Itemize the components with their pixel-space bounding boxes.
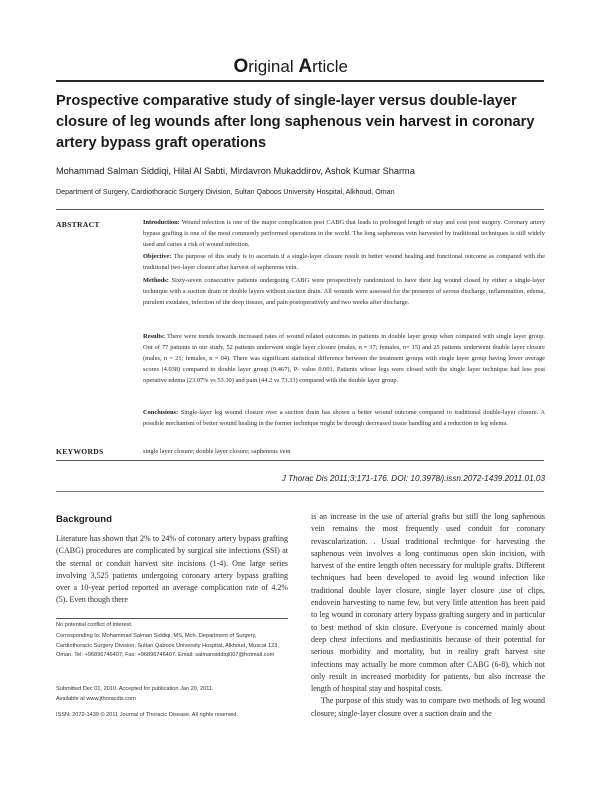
article-title: Prospective comparative study of single-layer versus double-layer closure of leg wounds after long saphenous vein harvest in coronary artery bypass graft operations (56, 93, 535, 151)
footnote-divider (56, 618, 288, 619)
objective-text: The purpose of this study is to ascertain if a single-layer closure result in better wound healing and functional outcome as compared with the traditional two-layer closure after harvest of saphenous vein. (143, 253, 545, 271)
keywords-label: KEYWORDS (56, 447, 104, 456)
body-paragraph: is an increase in the use of arterial grafts but still the long saphenous vein remains the most frequently used conduit for coronary revascularization. . Usual traditional technique for harvesting the saphenous vein involves a long continuous open skin incision, with harvest of the entire length often necessary for multiple grafts. Different techniques had been developed to avoid leg wound infection like traditional double layer closure, single layer closure ,use of clips, endovein harvesting to name few, but very little attention has been paid to leg wound in coronary artery bypass grafting surgery and in particular to best method of skin closure. Everyone is concerned mainly about deep chest infections and mediastinitis because of their potential for serious morbidity and mortality, but in reality graft harvest site infections may actually be more common after CABG (6-8), which not only result in increased morbidity for patients, but also increase the length of hospital stay and hospital costs. (311, 512, 545, 694)
abstract-introduction (143, 218, 545, 251)
footnote-corresponding: Corresponding to: Mohammad Salman Siddiqi, MS, Mch. Department of Surgery, Cardiothoracic Surgery Division, Sultan Qaboos University Hospital, Alkhoud, Muscat 123, Oman. Tel: +96896746407; Fax: +96896746407. Email: salmansiddiqi007@hotmail.com (56, 633, 279, 659)
body-paragraph: The purpose of this study was to compare two methods of leg wound closure; single-layer closure over a suction drain and the (311, 696, 545, 718)
footnote-submitted: Submitted Dec 01, 2010. Accepted for publication Jan 20, 2011. (56, 686, 214, 692)
footnote-available: Available at www.jthoracdis.com (56, 696, 136, 702)
affiliation: Department of Surgery, Cardiothoracic Surgery Division, Sultan Qaboos University Hospital, Alkhoud, Oman (56, 188, 395, 196)
body-paragraph: Literature has shown that 2% to 24% of coronary artery bypass grafting (CABG) procedures are complicated by surgical site infections (SSI) at the sternal or conduit harvest site incisions (1-4). One large series involving 3,525 patients undergoing coronary artery bypass grafting over a 10-year period reported an average complication rate of 4.2% (5). Even though there (56, 534, 288, 605)
citation: J Thorac Dis 2011;3:171-176. DOI: 10.3978/j.issn.2072-1439.2011.01.03 (281, 474, 545, 483)
conclusions-text: Single-layer leg wound closure over a suction drain has shown a better wound outcome compared to traditional double-layer closure. A possible mechanism of better wound healing in the former technique might be through decreased tissue handling and a reduction in leg edema. (143, 409, 545, 427)
section-label-initial-1: O (233, 56, 249, 77)
author-list: Mohammad Salman Siddiqi, Hilal Al Sabti, Mirdavron Mukaddirov, Ashok Kumar Sharma (56, 166, 415, 176)
footnote-issn: ISSN: 2072-1439 © 2011 Journal of Thoracic Disease. All rights reserved. (56, 712, 239, 718)
footnote-conflict: No potential conflict of interest. (56, 622, 133, 628)
methods-heading: Methods: (143, 277, 169, 284)
keywords-text: single layer closure; double layer closure; saphenous vein (143, 448, 291, 455)
methods-text: Sixty-seven consecutive patients undergoing CABG were prospectively randomized to have their leg wound closed by either a single-layer technique with a suction drain or double layers without suction drain. All wounds were assessed for the presence of serous discharge, inflammation, edema, purulent exudates, infection of the deep tissues, and pain postoperatively and two weeks after discharge. (143, 277, 545, 306)
results-text: There were trends towards increased rates of wound related outcomes in patients in double layer group when compared with single layer group. Out of 77 patients in our study, 52 patients underwent single layer closure (males, n = 37; females, n= 15) and 25 patients underwent double layer closure (males, n = 21; females, n = 04). There was significant statistical difference between the treatment groups with single layer group having lower average scores (4.038) compared to double layer group (9.467), P- value 0.001. Patients whose legs were closed with the single layer technique had less post operative edema (23.07% vs 53.30) and pain (44.2 vs 73.33) compared with the double layer group. (143, 333, 545, 384)
abstract-objective (143, 252, 545, 274)
background-heading: Background (56, 514, 112, 525)
introduction-text: Wound infection is one of the major complication post CABG that leads to prolonged length of stay and cost post surgery. Coronary artery bypass grafting is one of the most commonly performed operations in the world. The long saphenous vein harvested by traditional techniques is still widely used and caries a risk of wound infection. (143, 219, 545, 248)
abstract-bottom-divider (56, 460, 544, 461)
section-label-rest-1: riginal (248, 57, 299, 76)
objective-heading: Objective: (143, 253, 172, 260)
abstract-label: ABSTRACT (56, 220, 100, 229)
abstract-methods (143, 276, 545, 309)
introduction-heading: Introduction: (143, 219, 180, 226)
section-label-rest-2: rticle (312, 57, 348, 76)
section-label (233, 56, 348, 78)
title-divider (56, 80, 544, 82)
conclusions-heading: Conclusions: (143, 409, 179, 416)
section-label-initial-2: A (298, 56, 313, 77)
abstract-conclusions (143, 408, 545, 430)
abstract-top-divider (56, 209, 544, 210)
results-heading: Results: (143, 333, 166, 340)
body-left-column (56, 533, 288, 607)
citation-divider (56, 491, 544, 492)
abstract-results (143, 332, 545, 387)
body-right-column (311, 511, 545, 720)
